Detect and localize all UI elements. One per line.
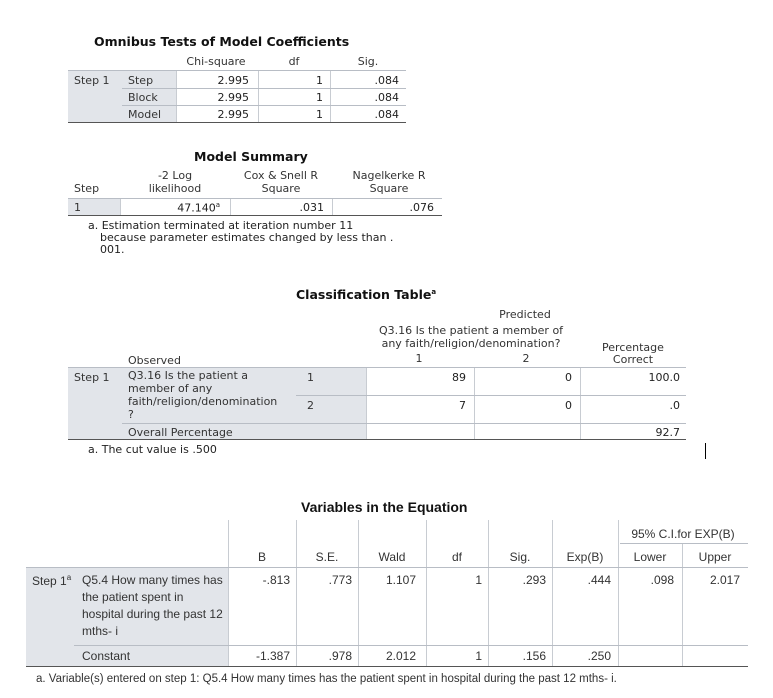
cls-row-category: 1 (307, 371, 314, 384)
var-variable-label-4: mths- i (82, 624, 118, 638)
var-header-b: B (257, 550, 266, 564)
omnibus-title: Omnibus Tests of Model Coefficients (94, 34, 350, 49)
cls-step-label: Step 1 (74, 371, 110, 384)
cls-observed-variable-3: faith/religion/denomination (128, 395, 278, 408)
ms-header-loglik: -2 Log (157, 169, 193, 182)
ms-loglik-footnote-marker: a (215, 201, 220, 209)
omnibus-df-value: 1 (316, 91, 323, 104)
classification-title-marker: a (431, 287, 437, 296)
model-summary-title: Model Summary (194, 149, 308, 164)
var-const-df: 1 (475, 649, 482, 663)
var-header-sig: Sig. (509, 550, 531, 564)
cls-cell-value: 7 (459, 399, 466, 412)
var-header-expb: Exp(B) (566, 550, 604, 564)
var-sig-value: .293 (522, 573, 546, 587)
omnibus-row-label: Model (128, 108, 162, 121)
omnibus-sig-value: .084 (374, 108, 399, 121)
var-lower-value: .098 (650, 573, 674, 587)
cls-header-observed: Observed (128, 354, 181, 367)
cls-cell-value: 89 (452, 371, 466, 384)
ms-step-value: 1 (74, 201, 81, 214)
var-upper-value: 2.017 (709, 573, 740, 587)
ms-header-step: Step (74, 182, 100, 195)
cls-header-pct: Percentage (602, 341, 664, 354)
cls-header-pct-2: Correct (612, 353, 654, 366)
cls-overall-value: 92.7 (655, 426, 680, 439)
omnibus-header-df: df (288, 55, 300, 68)
var-const-sig: .156 (522, 649, 546, 663)
cls-footnote: a. The cut value is .500 (88, 443, 217, 456)
var-expb-value: .444 (587, 573, 611, 587)
var-header-ci: 95% C.I.for EXP(B) (631, 527, 735, 541)
ms-header-cox-2: Square (261, 182, 301, 195)
var-header-wald: Wald (378, 550, 406, 564)
cls-observed-variable-2: member of any (128, 382, 213, 395)
cls-header-variable-2: any faith/religion/denomination? (381, 337, 561, 350)
variables-title: Variables in the Equation (301, 499, 468, 515)
classification-title: Classification Table$^a$ (296, 287, 437, 302)
ms-header-nagel: Nagelkerke R (352, 169, 426, 182)
omnibus-row-label: Step (128, 74, 154, 87)
omnibus-chi-value: 2.995 (217, 74, 249, 87)
ms-header-nagel-2: Square (369, 182, 409, 195)
var-step-label: Step 1$^a$ (32, 573, 72, 588)
omnibus-header-chi: Chi-square (186, 55, 246, 68)
omnibus-df-value: 1 (316, 74, 323, 87)
var-step-marker: a (66, 573, 72, 582)
var-wald-value: 1.107 (385, 573, 416, 587)
cls-overall-label: Overall Percentage (128, 426, 233, 439)
ms-header-cox: Cox & Snell R (243, 169, 319, 182)
ms-footnote: a. Estimation terminated at iteration number 11 (88, 219, 354, 232)
var-variable-label-3: hospital during the past 12 (82, 607, 223, 621)
cls-header-variable: Q3.16 Is the patient a member of (378, 324, 564, 337)
var-se-value: .773 (328, 573, 352, 587)
ms-loglik-value: 47.140$^a$ (177, 201, 220, 215)
cls-header-col1: 1 (415, 352, 423, 365)
ms-footnote-3: 001. (100, 243, 125, 256)
omnibus-sig-value: .084 (374, 91, 399, 104)
text-cursor (705, 443, 706, 459)
var-b-value: -.813 (262, 573, 290, 587)
var-const-se: .978 (328, 649, 352, 663)
cls-pct-value: .0 (669, 399, 680, 412)
cls-observed-variable: Q3.16 Is the patient a (128, 369, 249, 382)
cls-cell-value: 0 (565, 371, 572, 384)
cls-row-category: 2 (307, 399, 314, 412)
omnibus-sig-value: .084 (374, 74, 399, 87)
var-variable-label-2: the patient spent in (82, 590, 184, 604)
var-header-se: S.E. (315, 550, 339, 564)
var-const-expb: .250 (587, 649, 611, 663)
cls-pct-value: 100.0 (648, 371, 680, 384)
cls-observed-variable-4: ? (128, 408, 134, 421)
omnibus-row-label: Block (128, 91, 158, 104)
var-const-wald: 2.012 (385, 649, 416, 663)
cls-header-predicted: Predicted (499, 308, 551, 321)
omnibus-chi-value: 2.995 (217, 108, 249, 121)
var-const-b: -1.387 (255, 649, 290, 663)
omnibus-chi-value: 2.995 (217, 91, 249, 104)
omnibus-step-label: Step 1 (74, 74, 110, 87)
var-header-lower: Lower (633, 550, 667, 564)
var-footnote: a. Variable(s) entered on step 1: Q5.4 How many times has the patient spent in hospital during the past 12 mths- i. (36, 673, 617, 685)
omnibus-header-sig: Sig. (357, 55, 379, 68)
ms-cox-value: .031 (299, 201, 324, 214)
ms-header-loglik-2: likelihood (148, 182, 202, 195)
ms-footnote-2: because parameter estimates changed by less than . (100, 231, 394, 244)
var-constant-label: Constant (82, 649, 131, 663)
var-df-value: 1 (475, 573, 482, 587)
var-header-upper: Upper (698, 550, 732, 564)
omnibus-df-value: 1 (316, 108, 323, 121)
cls-header-col2: 2 (522, 352, 530, 365)
var-header-df: df (451, 550, 462, 564)
cls-cell-value: 0 (565, 399, 572, 412)
var-variable-label: Q5.4 How many times has (82, 573, 223, 587)
ms-nagel-value: .076 (409, 201, 434, 214)
